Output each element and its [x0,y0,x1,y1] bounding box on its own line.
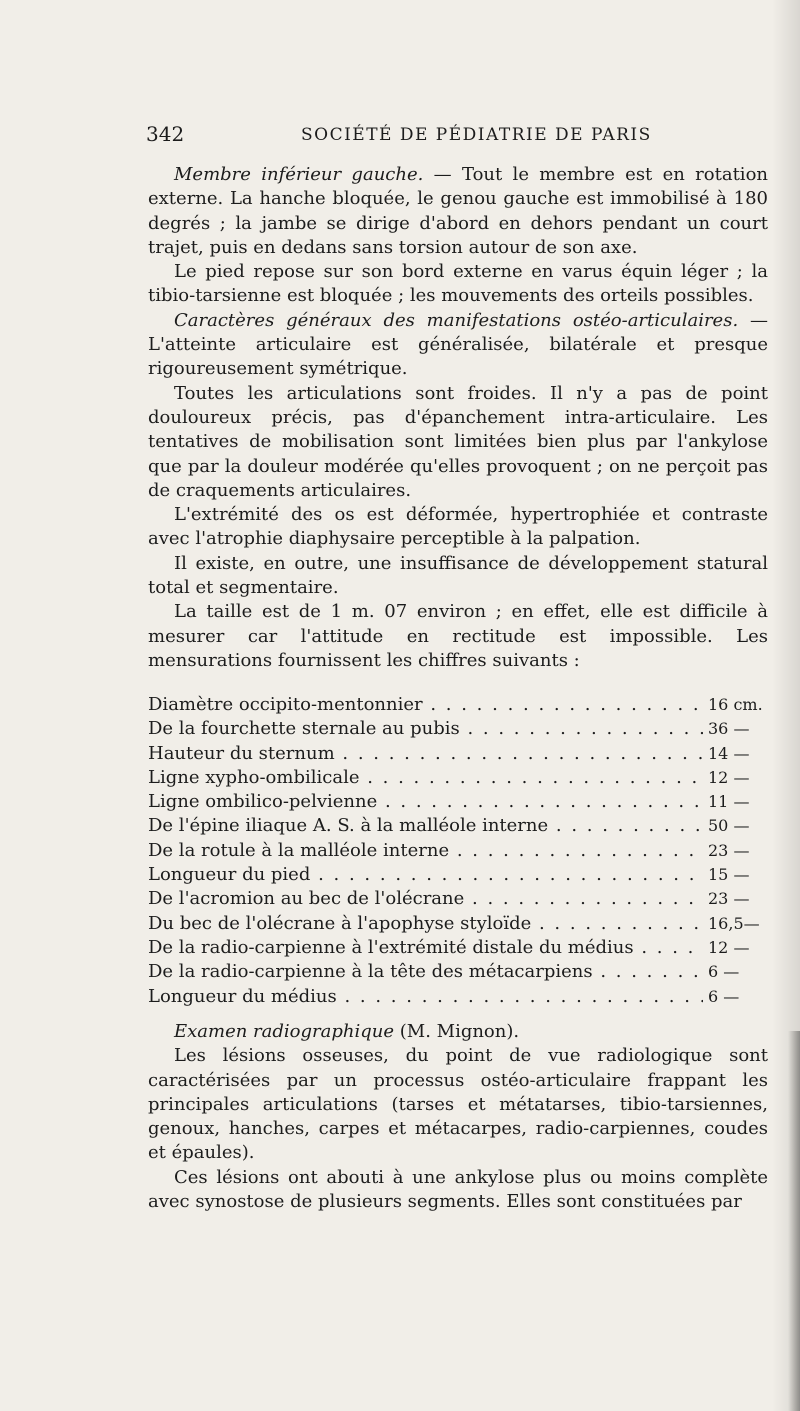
paragraph: Toutes les articulations sont froides. Il n'y a pas de point douloureux précis, pas d'épanchement intra-articulaire. Les tentatives de mobilisation sont limitées bien plus par l'ankylose que par la douleur modérée qu'elles provoquent ; on ne perçoit pas de craquements articulaires. [148,382,768,501]
measure-label: Du bec de l'olécrane à l'apophyse styloïde . . . [148,912,703,936]
body-text-bottom [148,1020,768,1214]
table-row [148,839,768,863]
table-row [148,742,768,766]
table-row [148,936,768,960]
table-row [148,814,768,838]
running-title: SOCIÉTÉ DE PÉDIATRIE DE PARIS [301,125,652,145]
paragraph: Il existe, en outre, une insuffisance de développement statural total et segmentaire. [148,552,768,599]
table-row [148,912,768,936]
measure-value: 23 — [708,889,750,909]
table-row [148,766,768,790]
measure-label: Longueur du médius . . . [148,985,703,1009]
page-corner-shadow [788,1031,800,1411]
measure-value: 6 — [708,986,740,1006]
measure-value: 36 — [708,719,750,739]
measure-value: 11 — [708,792,750,812]
measure-value: 14 — [708,743,750,763]
measure-value: 50 — [708,816,750,836]
section-heading: Examen radiographique [174,1021,395,1042]
table-row [148,693,768,717]
measure-value: 15 — [708,865,750,885]
measurements-table [148,693,768,1009]
measure-label: De la rotule à la malléole interne . . . [148,839,703,863]
measure-label: De l'épine iliaque A. S. à la malléole interne . . . [148,814,703,838]
measure-label: De la fourchette sternale au pubis . . . [148,717,703,741]
measure-value: 12 — [708,767,750,787]
measure-label: De la radio-carpienne à l'extrémité distale du médius . . . [148,936,703,960]
measure-value: 12 — [708,937,750,957]
paragraph: Les lésions osseuses, du point de vue radiologique sont caractérisées par un processus ostéo-articulaire frappant les principales articulations (tarses et métatarses, tibio-tarsiennes, genoux, hanches, carpes et métacarpes, radio-carpiennes, coudes et épaules). [148,1045,768,1164]
table-row [148,960,768,984]
body-text-top [148,163,768,673]
measure-label: Ligne xypho-ombilicale . . . [148,766,703,790]
table-row [148,790,768,814]
table-row [148,985,768,1009]
measure-value: 16 cm. [708,695,763,714]
paragraph: Examen radiographique (M. Mignon). [174,1021,520,1042]
paragraph: La taille est de 1 m. 07 environ ; en effet, elle est difficile à mesurer car l'attitude en rectitude est impossible. Les mensurations fournissent les chiffres suivants : [148,601,768,671]
measure-label: Hauteur du sternum . . . [148,742,703,766]
measure-label: Longueur du pied . . . [148,863,703,887]
paragraph: Le pied repose sur son bord externe en varus équin léger ; la tibio-tarsienne est bloquée ; les mouvements des orteils possibles. [148,261,768,307]
section-heading: Membre inférieur gauche. [174,164,424,185]
table-row [148,887,768,911]
table-row [148,717,768,741]
table-row [148,863,768,887]
measure-label: Ligne ombilico-pelvienne . . . [148,790,703,814]
measure-value: 23 — [708,840,750,860]
measure-label: De la radio-carpienne à la tête des métacarpiens . . . [148,960,703,984]
paragraph: Membre inférieur gauche. — Tout le membre est en rotation externe. La hanche bloquée, le genou gauche est immobilisé à 180 degrés ; la jambe se dirige d'abord en dehors pendant un court trajet, puis en dedans sans torsion autour de son axe. [148,164,768,258]
measure-value: 6 — [708,962,740,982]
paragraph: Ces lésions ont abouti à une ankylose plus ou moins complète avec synostose de plusieurs segments. Elles sont constituées par [148,1166,768,1213]
measure-value: 16,5— [708,913,760,933]
measure-label: De l'acromion au bec de l'olécrane . . . [148,887,703,911]
paragraph: L'extrémité des os est déformée, hypertrophiée et contraste avec l'atrophie diaphysaire perceptible à la palpation. [148,504,768,550]
page-number: 342 [146,122,185,146]
running-header [146,122,750,148]
section-heading: Caractères généraux des manifestations ostéo-articulaires. [174,309,739,331]
paragraph: Caractères généraux des manifestations ostéo-articulaires. — L'atteinte articulaire est généralisée, bilatérale et presque rigoureusement symétrique. [148,309,768,380]
measure-label: Diamètre occipito-mentonnier . . . [148,693,703,717]
